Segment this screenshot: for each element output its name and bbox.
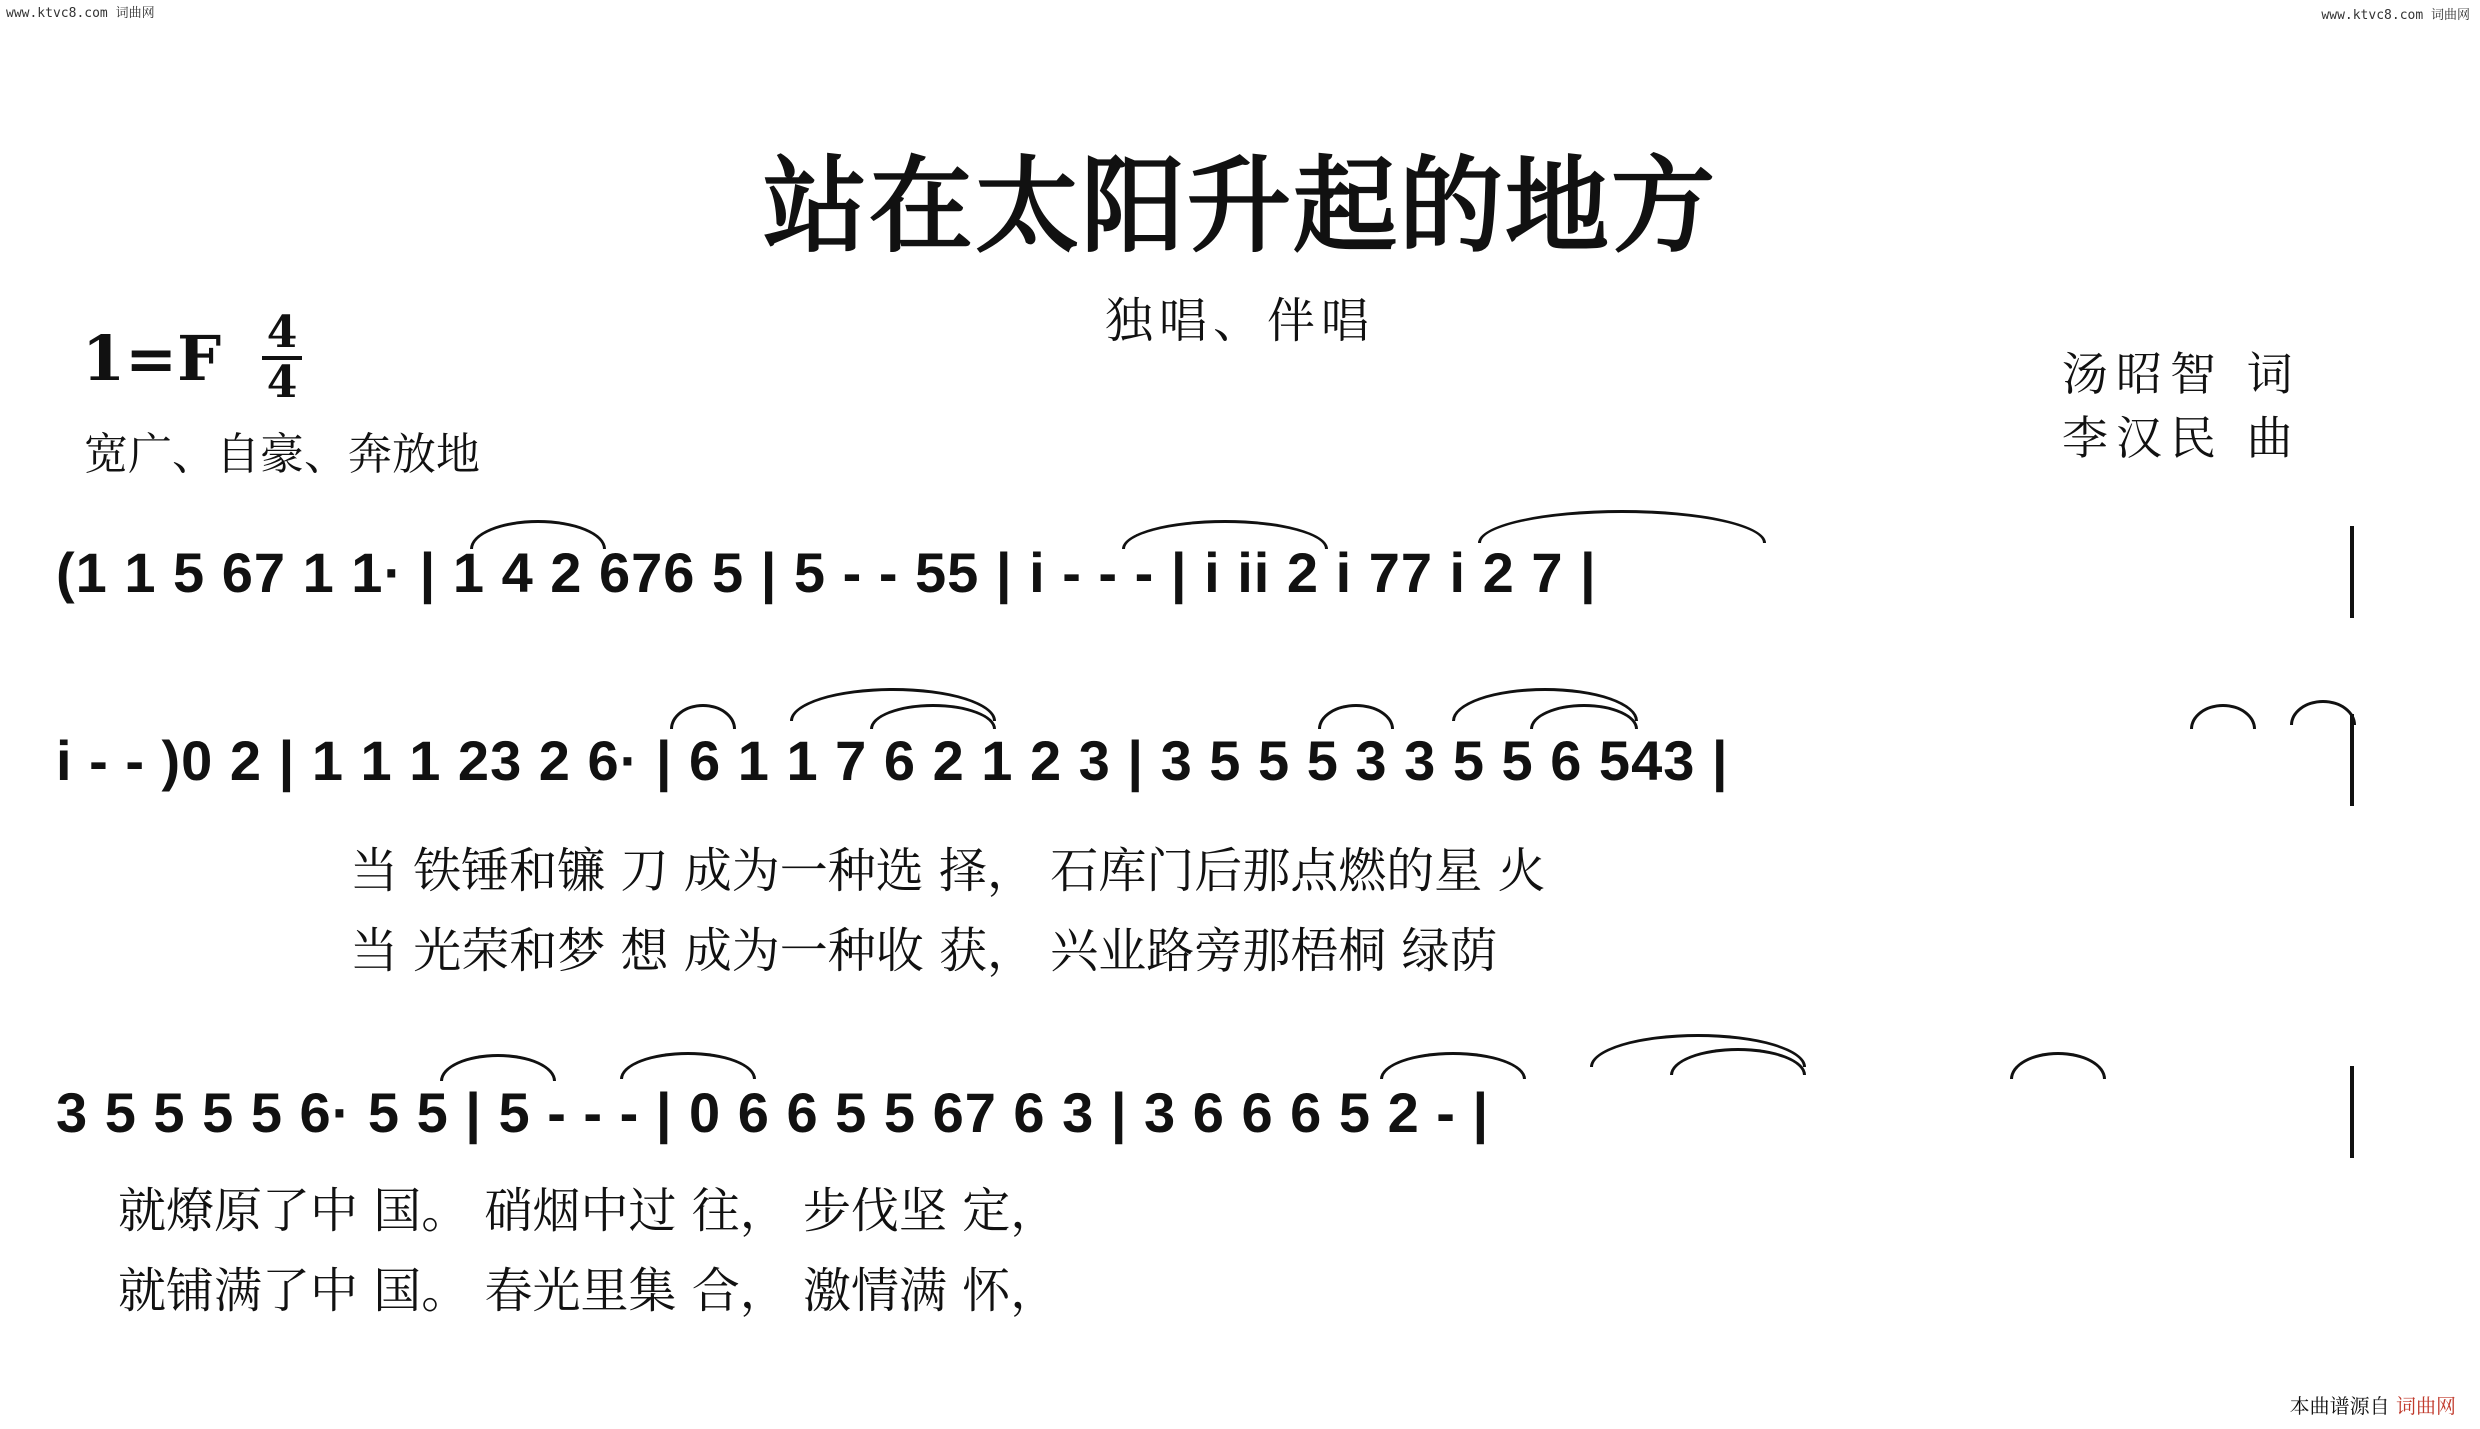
tie-arc: [1380, 1052, 1526, 1079]
tie-arc: [1478, 510, 1766, 543]
tie-arc: [470, 520, 606, 549]
tempo-marking: 宽广、自豪、奔放地: [84, 429, 480, 480]
tie-arc: [1318, 704, 1394, 729]
source-footer: [2290, 1390, 2456, 1419]
watermark-right: www.ktvc8.com 词曲网: [2321, 8, 2470, 23]
staff-line-1: [0, 520, 2480, 630]
time-signature-top: 4: [266, 307, 298, 358]
lyricist-credit: 汤昭智 词: [2062, 347, 2301, 401]
lyrics-line-2-verse-1: 当 铁锤和镰 刀 成为一种选 择， 石库门后那点燃的星 火: [350, 843, 1546, 899]
barline: [2350, 714, 2354, 806]
song-title: 站在太阳升起的地方: [762, 144, 1717, 267]
staff-line-3: [0, 1040, 2480, 1340]
tie-arc: [620, 1052, 756, 1079]
tie-arc: [670, 704, 736, 729]
tie-arc: [1122, 520, 1328, 549]
time-signature-bottom: 4: [266, 357, 298, 408]
time-signature: [262, 307, 302, 408]
lyrics-line-2-verse-2: 当 光荣和梦 想 成为一种收 获， 兴业路旁那梧桐 绿荫: [350, 923, 1498, 979]
notes-line-1: (1 1 5 67 1 1· | 1 4 2 676 5 | 5 - - 55 | i - - - | i ii 2 i 77 i 2 7 |: [56, 541, 1597, 604]
key-signature: 1=F: [82, 322, 222, 395]
song-subtitle: 独唱、伴唱: [1104, 293, 1375, 349]
tie-arc: [2010, 1052, 2106, 1079]
notes-line-3: 3 5 5 5 5 6· 5 5 | 5 - - - | 0 6 6 5 5 67 6 3 | 3 6 6 6 5 2 - |: [56, 1081, 1490, 1144]
barline: [2350, 1066, 2354, 1158]
tie-arc: [2190, 704, 2256, 729]
notes-line-2: i - - )0 2 | 1 1 1 23 2 6· | 6 1 1 7 6 2 1 2 3 | 3 5 5 5 3 3 5 5 6 543 |: [56, 729, 1729, 792]
tie-arc: [2290, 700, 2356, 725]
lyrics-line-3-verse-1: 就燎原了中 国。 硝烟中过 往， 步伐坚 定，: [118, 1183, 1059, 1239]
footer-brand-link[interactable]: 词曲网: [2396, 1394, 2456, 1418]
staff-line-2: [0, 688, 2480, 988]
watermark-left: www.ktvc8.com 词曲网: [6, 6, 155, 21]
barline: [2350, 526, 2354, 618]
footer-text: 本曲谱源自: [2289, 1394, 2390, 1418]
composer-credit: 李汉民 曲: [2062, 411, 2301, 465]
lyrics-line-3-verse-2: 就铺满了中 国。 春光里集 合， 激情满 怀，: [118, 1263, 1059, 1319]
tie-arc: [440, 1054, 556, 1081]
